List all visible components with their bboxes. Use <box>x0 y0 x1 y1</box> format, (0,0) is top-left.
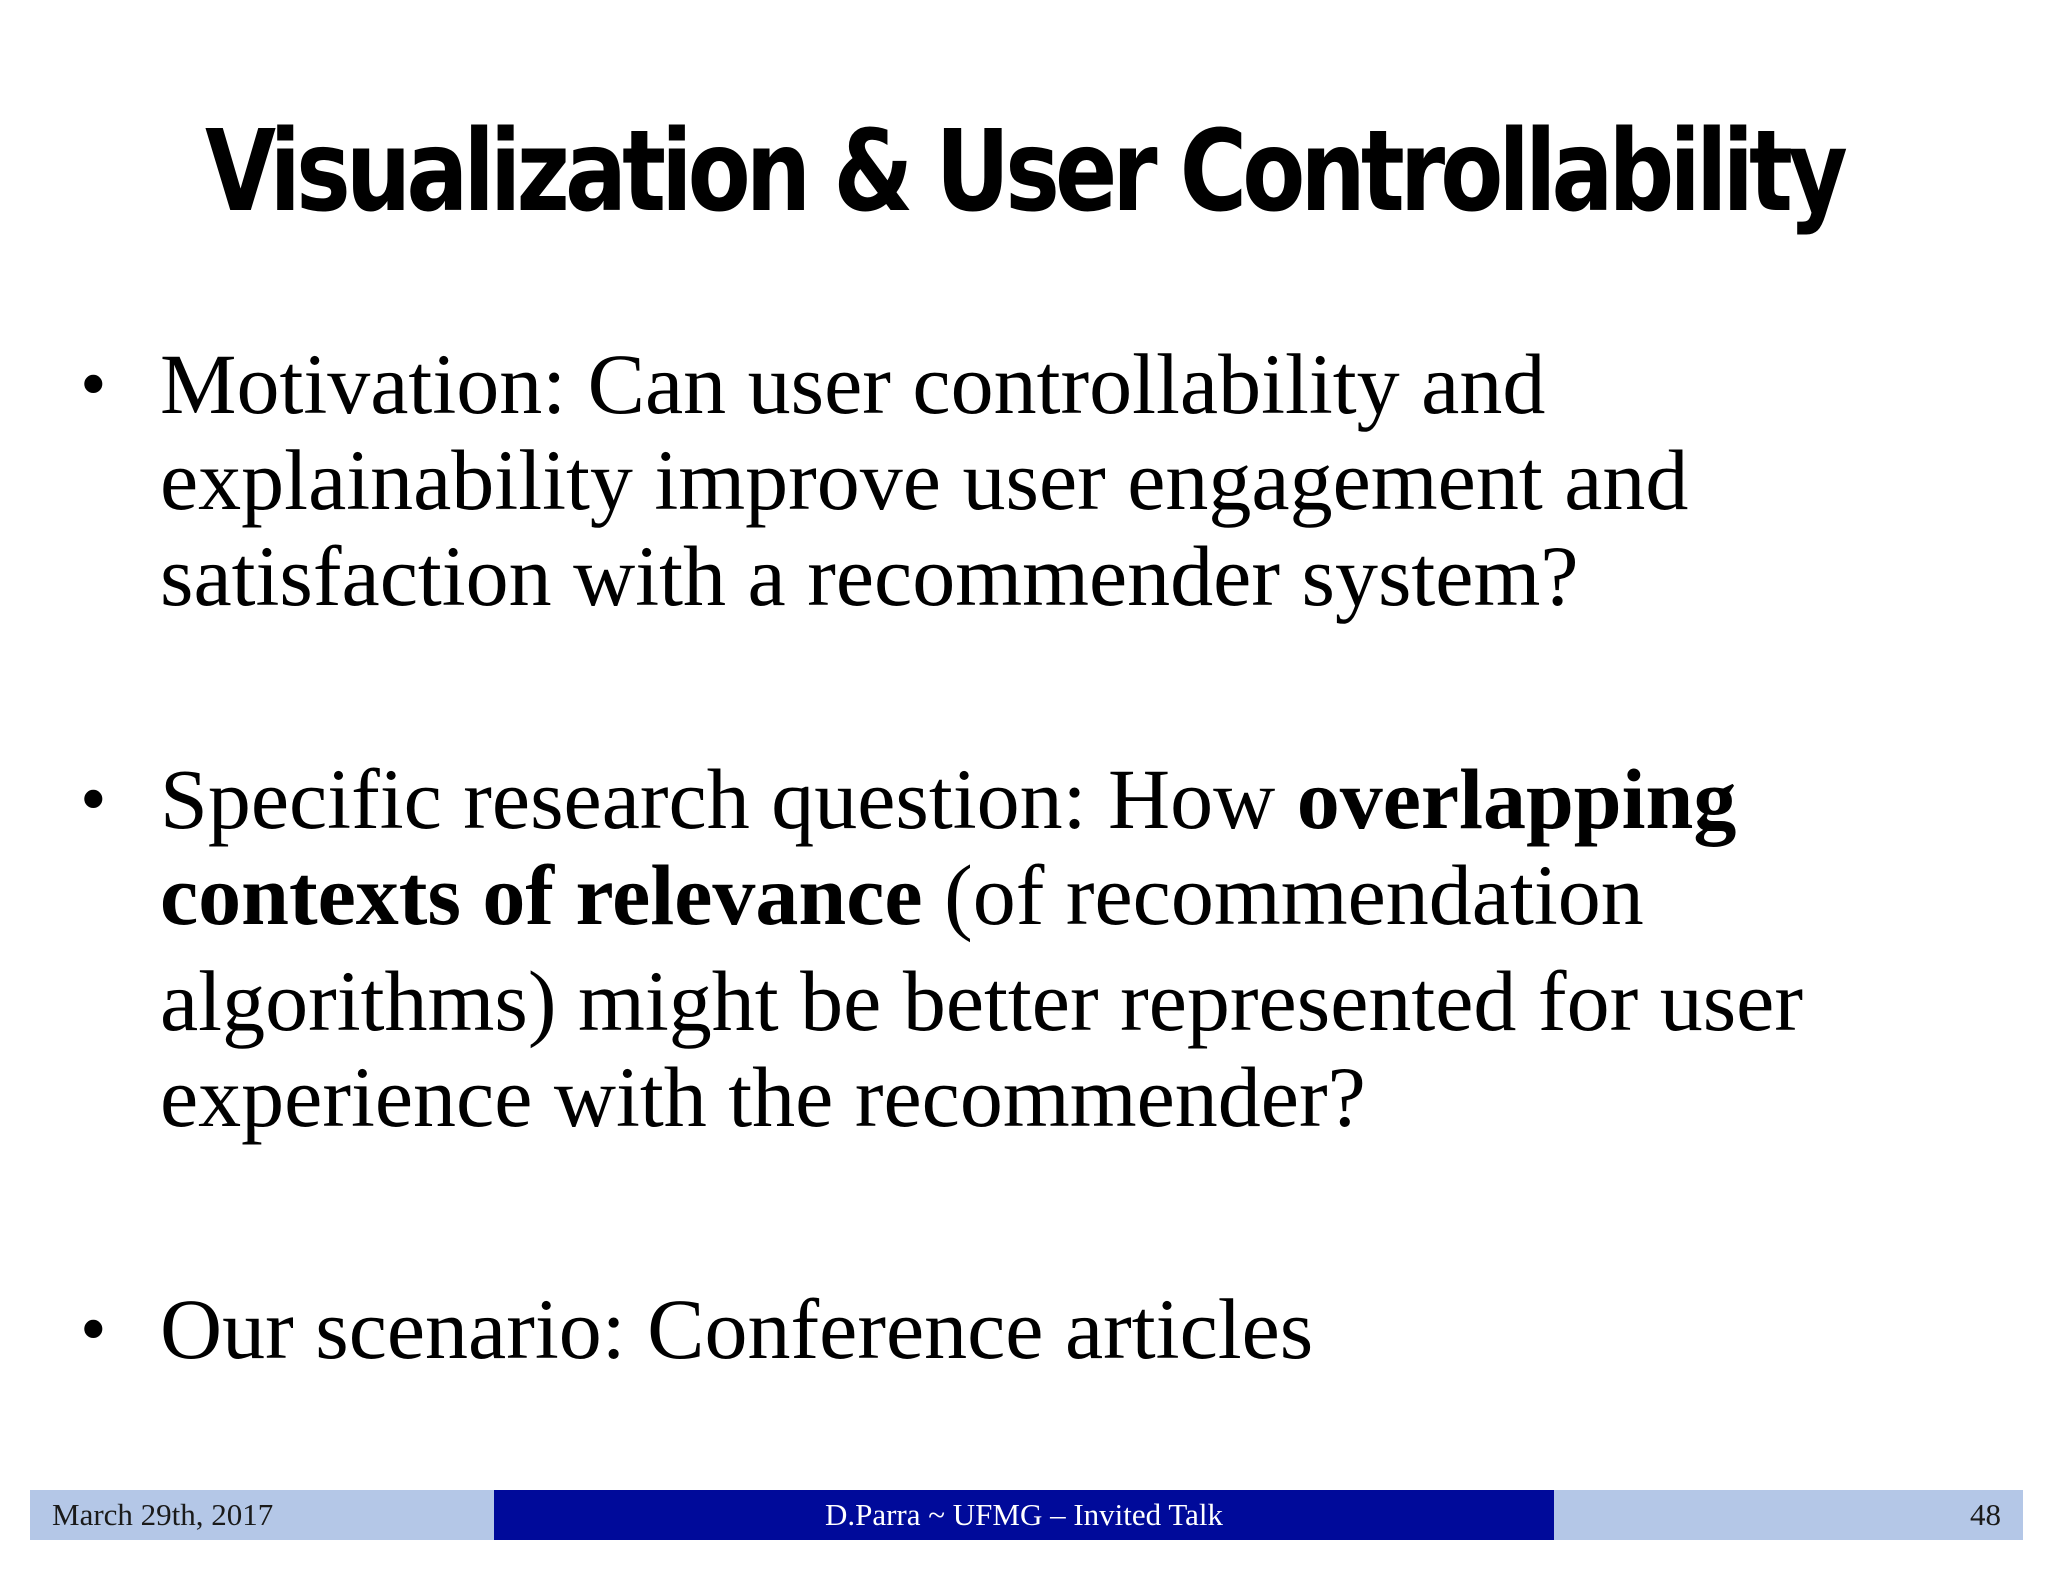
slide-footer <box>30 1490 2023 1540</box>
bullet-text-rest: (of recommendation <box>922 847 1644 943</box>
bullet-text-line: experience with the recommender? <box>160 1049 1366 1145</box>
slide-title: Visualization & User Controllability <box>205 107 1843 237</box>
bullet-icon: • <box>80 757 107 841</box>
footer-date: March 29th, 2017 <box>30 1490 494 1540</box>
bullet-icon: • <box>80 342 107 426</box>
bullet-scenario <box>80 1281 1960 1377</box>
bullet-text-prefix: Specific research question: How <box>160 751 1297 847</box>
footer-page-number: 48 <box>1554 1490 2023 1540</box>
bullet-text-line: algorithms) might be better represented for user <box>160 953 1803 1049</box>
bullet-motivation <box>80 336 1960 624</box>
bullet-text-line: satisfaction with a recommender system? <box>160 528 1579 624</box>
bullet-icon: • <box>80 1287 107 1371</box>
bullet-text-line: explainability improve user engagement and <box>160 432 1689 528</box>
bullet-research-question <box>80 751 1960 1145</box>
footer-title: D.Parra ~ UFMG – Invited Talk <box>494 1490 1554 1540</box>
bullet-text-line: Our scenario: Conference articles <box>160 1281 1314 1377</box>
bullet-text-line: Motivation: Can user controllability and <box>160 336 1546 432</box>
bullet-text-bold: overlapping <box>1296 751 1737 847</box>
bullet-text-bold: contexts of relevance <box>160 847 923 943</box>
